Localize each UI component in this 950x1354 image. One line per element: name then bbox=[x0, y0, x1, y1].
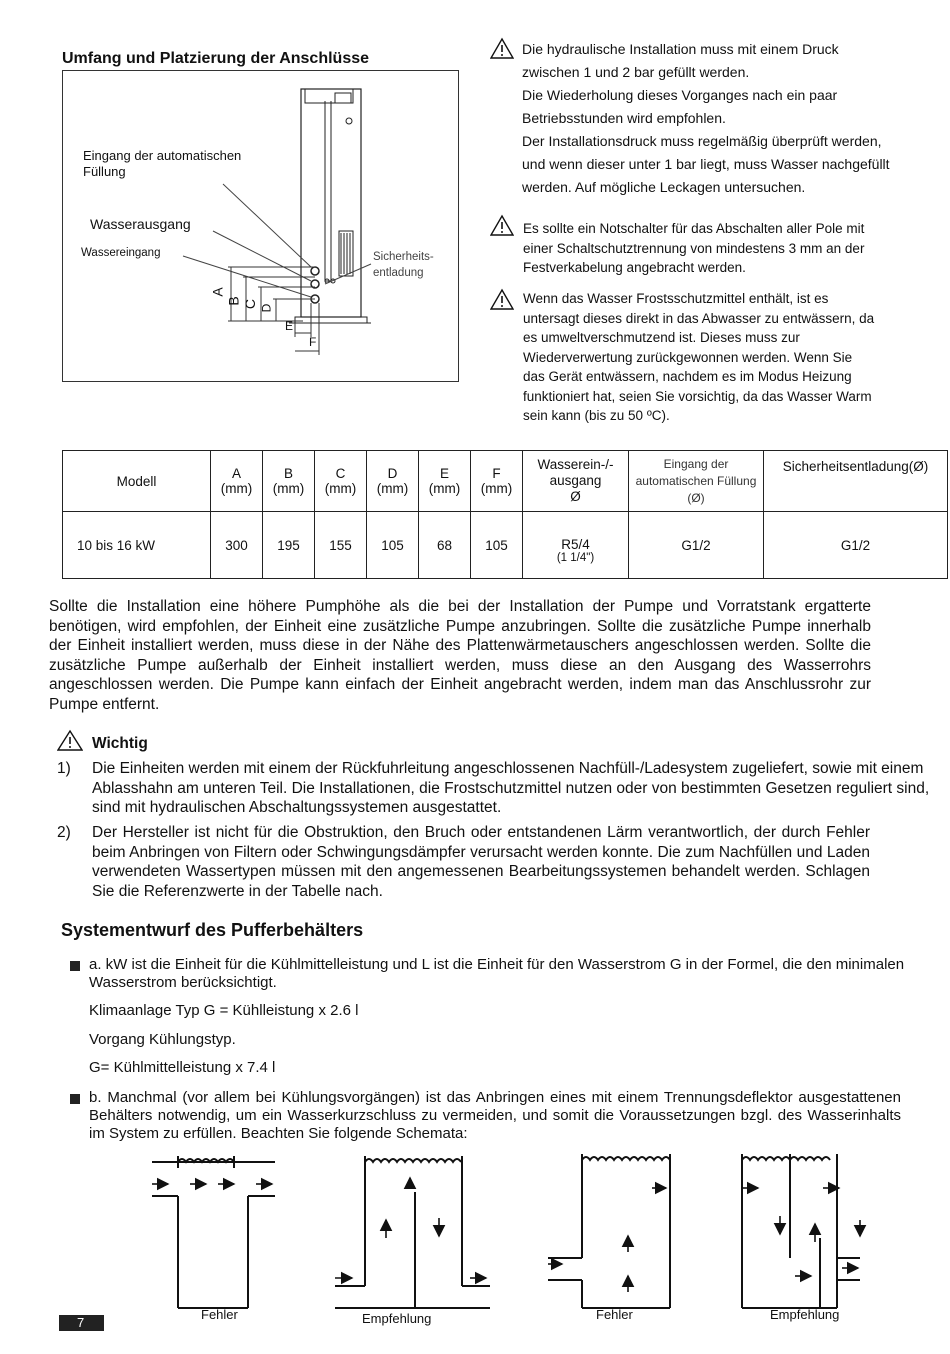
unit-drawing bbox=[63, 71, 458, 381]
buffer-schematics bbox=[130, 1148, 910, 1318]
formula-line-3: G= Kühlmittelleistung x 7.4 l bbox=[89, 1059, 276, 1076]
label-safety-discharge: Sicherheits- entladung bbox=[373, 251, 434, 279]
header-b: B (mm) bbox=[263, 451, 315, 512]
warning-icon bbox=[490, 37, 514, 59]
important-item-2: Der Hersteller ist nicht für die Obstruktion, den Bruch oder entstandenen Lärm verantwortlich, der durch Fehler beim Anbringen von Filtern oder Schwingungsdämpfer verursacht werden konnte. Die zum Nachfüllen und Laden verwendeten Wassertypen müssen mit den angemessenen Bearbeitungssystemen behandelt werden. Schlagen Sie die Referenzwerte in der Tabelle nach. bbox=[92, 824, 870, 900]
important-num-2: 2) bbox=[57, 824, 71, 841]
cell-auto-fill: G1/2 bbox=[629, 512, 764, 579]
dim-label-d: D bbox=[259, 303, 274, 313]
bullet-a: a. kW ist die Einheit für die Kühlmittelleistung und L ist die Einheit für den Wasserstrom G in der Formel, die den minimalen Wasserstrom berücksichtigt. bbox=[89, 956, 905, 991]
header-e: E (mm) bbox=[419, 451, 471, 512]
formula-line-2: Vorgang Kühlungstyp. bbox=[89, 1031, 236, 1048]
header-d: D (mm) bbox=[367, 451, 419, 512]
buffer-title: Systementwurf des Pufferbehälters bbox=[61, 920, 364, 940]
dim-label-a: A bbox=[209, 287, 226, 297]
caption-fehler-1: Fehler bbox=[201, 1307, 238, 1322]
header-c: C (mm) bbox=[315, 451, 367, 512]
caption-empfehlung-1: Empfehlung bbox=[362, 1311, 432, 1326]
label-water-in: Wassereingang bbox=[81, 247, 161, 259]
connection-diagram-frame bbox=[62, 70, 459, 382]
warning-icon bbox=[490, 288, 514, 310]
label-auto-fill: Eingang der automatischen Füllung bbox=[83, 148, 242, 179]
cell-c: 155 bbox=[315, 512, 367, 579]
page-number: 7 bbox=[77, 1315, 85, 1330]
warning-icon bbox=[57, 729, 83, 751]
warning-pressure: Die hydraulische Installation muss mit einem Druck zwischen 1 und 2 bar gefüllt werden. Die Wiederholung dieses Vorganges nach ein paar Betriebsstunden wird empfohlen. Der Installationsdruck muss regelmäßig überprüft werden, und wenn dieser unter 1 bar liegt, muss Wasser nachgefüllt werden. Auf mögliche Leckagen untersuchen. bbox=[522, 41, 890, 195]
header-safety: Sicherheitsentladung(Ø) bbox=[764, 451, 948, 512]
caption-fehler-2: Fehler bbox=[596, 1307, 633, 1322]
cell-a: 300 bbox=[211, 512, 263, 579]
label-water-out: Wasserausgang bbox=[90, 216, 191, 232]
cell-e: 68 bbox=[419, 512, 471, 579]
warning-emergency-switch: Es sollte ein Notschalter für das Abschalten aller Pole mit einer Schaltschutztrennung von mindestens 3 mm an der Festverkabelung angebracht werden. bbox=[523, 221, 865, 275]
dim-label-c: C bbox=[242, 298, 259, 310]
bullet-square-icon bbox=[70, 1094, 80, 1104]
header-f: F (mm) bbox=[471, 451, 523, 512]
dim-label-e: E bbox=[285, 319, 294, 333]
page-number-bar bbox=[59, 1315, 104, 1331]
important-title: Wichtig bbox=[92, 735, 148, 752]
header-water: Wasserein-/- ausgang Ø bbox=[523, 451, 629, 512]
header-model: Modell bbox=[63, 451, 211, 512]
section-title-connections: Umfang und Platzierung der Anschlüsse bbox=[62, 50, 370, 67]
warning-antifreeze: Wenn das Wasser Frostsschutzmittel enthält, ist es untersagt dieses direkt in das Abwasser zu entwässern, da es umweltverschmutzend ist. Dieses muss zur Wiederverwertung zurückgewonnen werden. Wenn Sie das Gerät entwässern, nachdem es im Modus Heizung funktioniert hat, seien Sie vorsichtig, da das Wasser Warm sein kann (bis zu 50 ºC). bbox=[523, 291, 875, 423]
important-num-1: 1) bbox=[57, 760, 71, 777]
connections-table bbox=[62, 450, 948, 579]
cell-water: R5/4 (1 1/4") bbox=[523, 512, 629, 579]
dim-label-f: F bbox=[309, 335, 317, 349]
dim-label-b: B bbox=[225, 296, 242, 306]
cell-d: 105 bbox=[367, 512, 419, 579]
formula-line-1: Klimaanlage Typ G = Kühlleistung x 2.6 l bbox=[89, 1002, 359, 1019]
warning-icon bbox=[490, 214, 514, 236]
cell-f: 105 bbox=[471, 512, 523, 579]
cell-safety: G1/2 bbox=[764, 512, 948, 579]
caption-empfehlung-2: Empfehlung bbox=[770, 1307, 840, 1322]
header-auto-fill: Eingang der automatischen Füllung (Ø) bbox=[629, 451, 764, 512]
bullet-b: b. Manchmal (vor allem bei Kühlungsvorgängen) ist das Anbringen eines mit einem Trennungsdeflektor ausgestattenen Behälters notwendig, um ein Wasserkurzschluss zu vermeiden, und somit die Voraussetzungen bzgl. des Wasserinhalts im System zu erfüllen. Beachten Sie folgende Schemata: bbox=[89, 1089, 901, 1142]
bullet-square-icon bbox=[70, 961, 80, 971]
header-a: A (mm) bbox=[211, 451, 263, 512]
table-row bbox=[63, 512, 948, 579]
cell-b: 195 bbox=[263, 512, 315, 579]
cell-model: 10 bis 16 kW bbox=[63, 512, 211, 579]
important-item-1: Die Einheiten werden mit einem der Rückfuhrleitung angeschlossenen Nachfüll-/Ladesystem zugeliefert, sowie mit einem Ablasshahn am unteren Teil. Die Installationen, die Frostschutzmittel nutzen oder von bestimmten Gesetzen reguliert sind, sind mit hydraulischen Abschaltungssystemen ausgestattet. bbox=[92, 760, 930, 817]
pump-paragraph: Sollte die Installation eine höhere Pumphöhe als die bei der Installation der Pumpe und Vorratstank ergatterte benötigen, wird empfohlen, der Einheit eine zusätzliche Pumpe anzubringen. Sollte die zusätzliche Pumpe innerhalb der Einheit installiert werden, muss diese in der Nähe des Plattenwärmetauschers angeschlossen werden. Sollte die zusätzliche Pumpe außerhalb der Einheit installiert werden, muss diese an den Ausgang des Wasserrohrs angeschlossen werden. Die Pumpe kann einfach der Einheit angebracht werden, indem man das Anschlussrohr zur Pumpe entfernt. bbox=[49, 598, 871, 713]
table-header-row bbox=[63, 451, 948, 512]
